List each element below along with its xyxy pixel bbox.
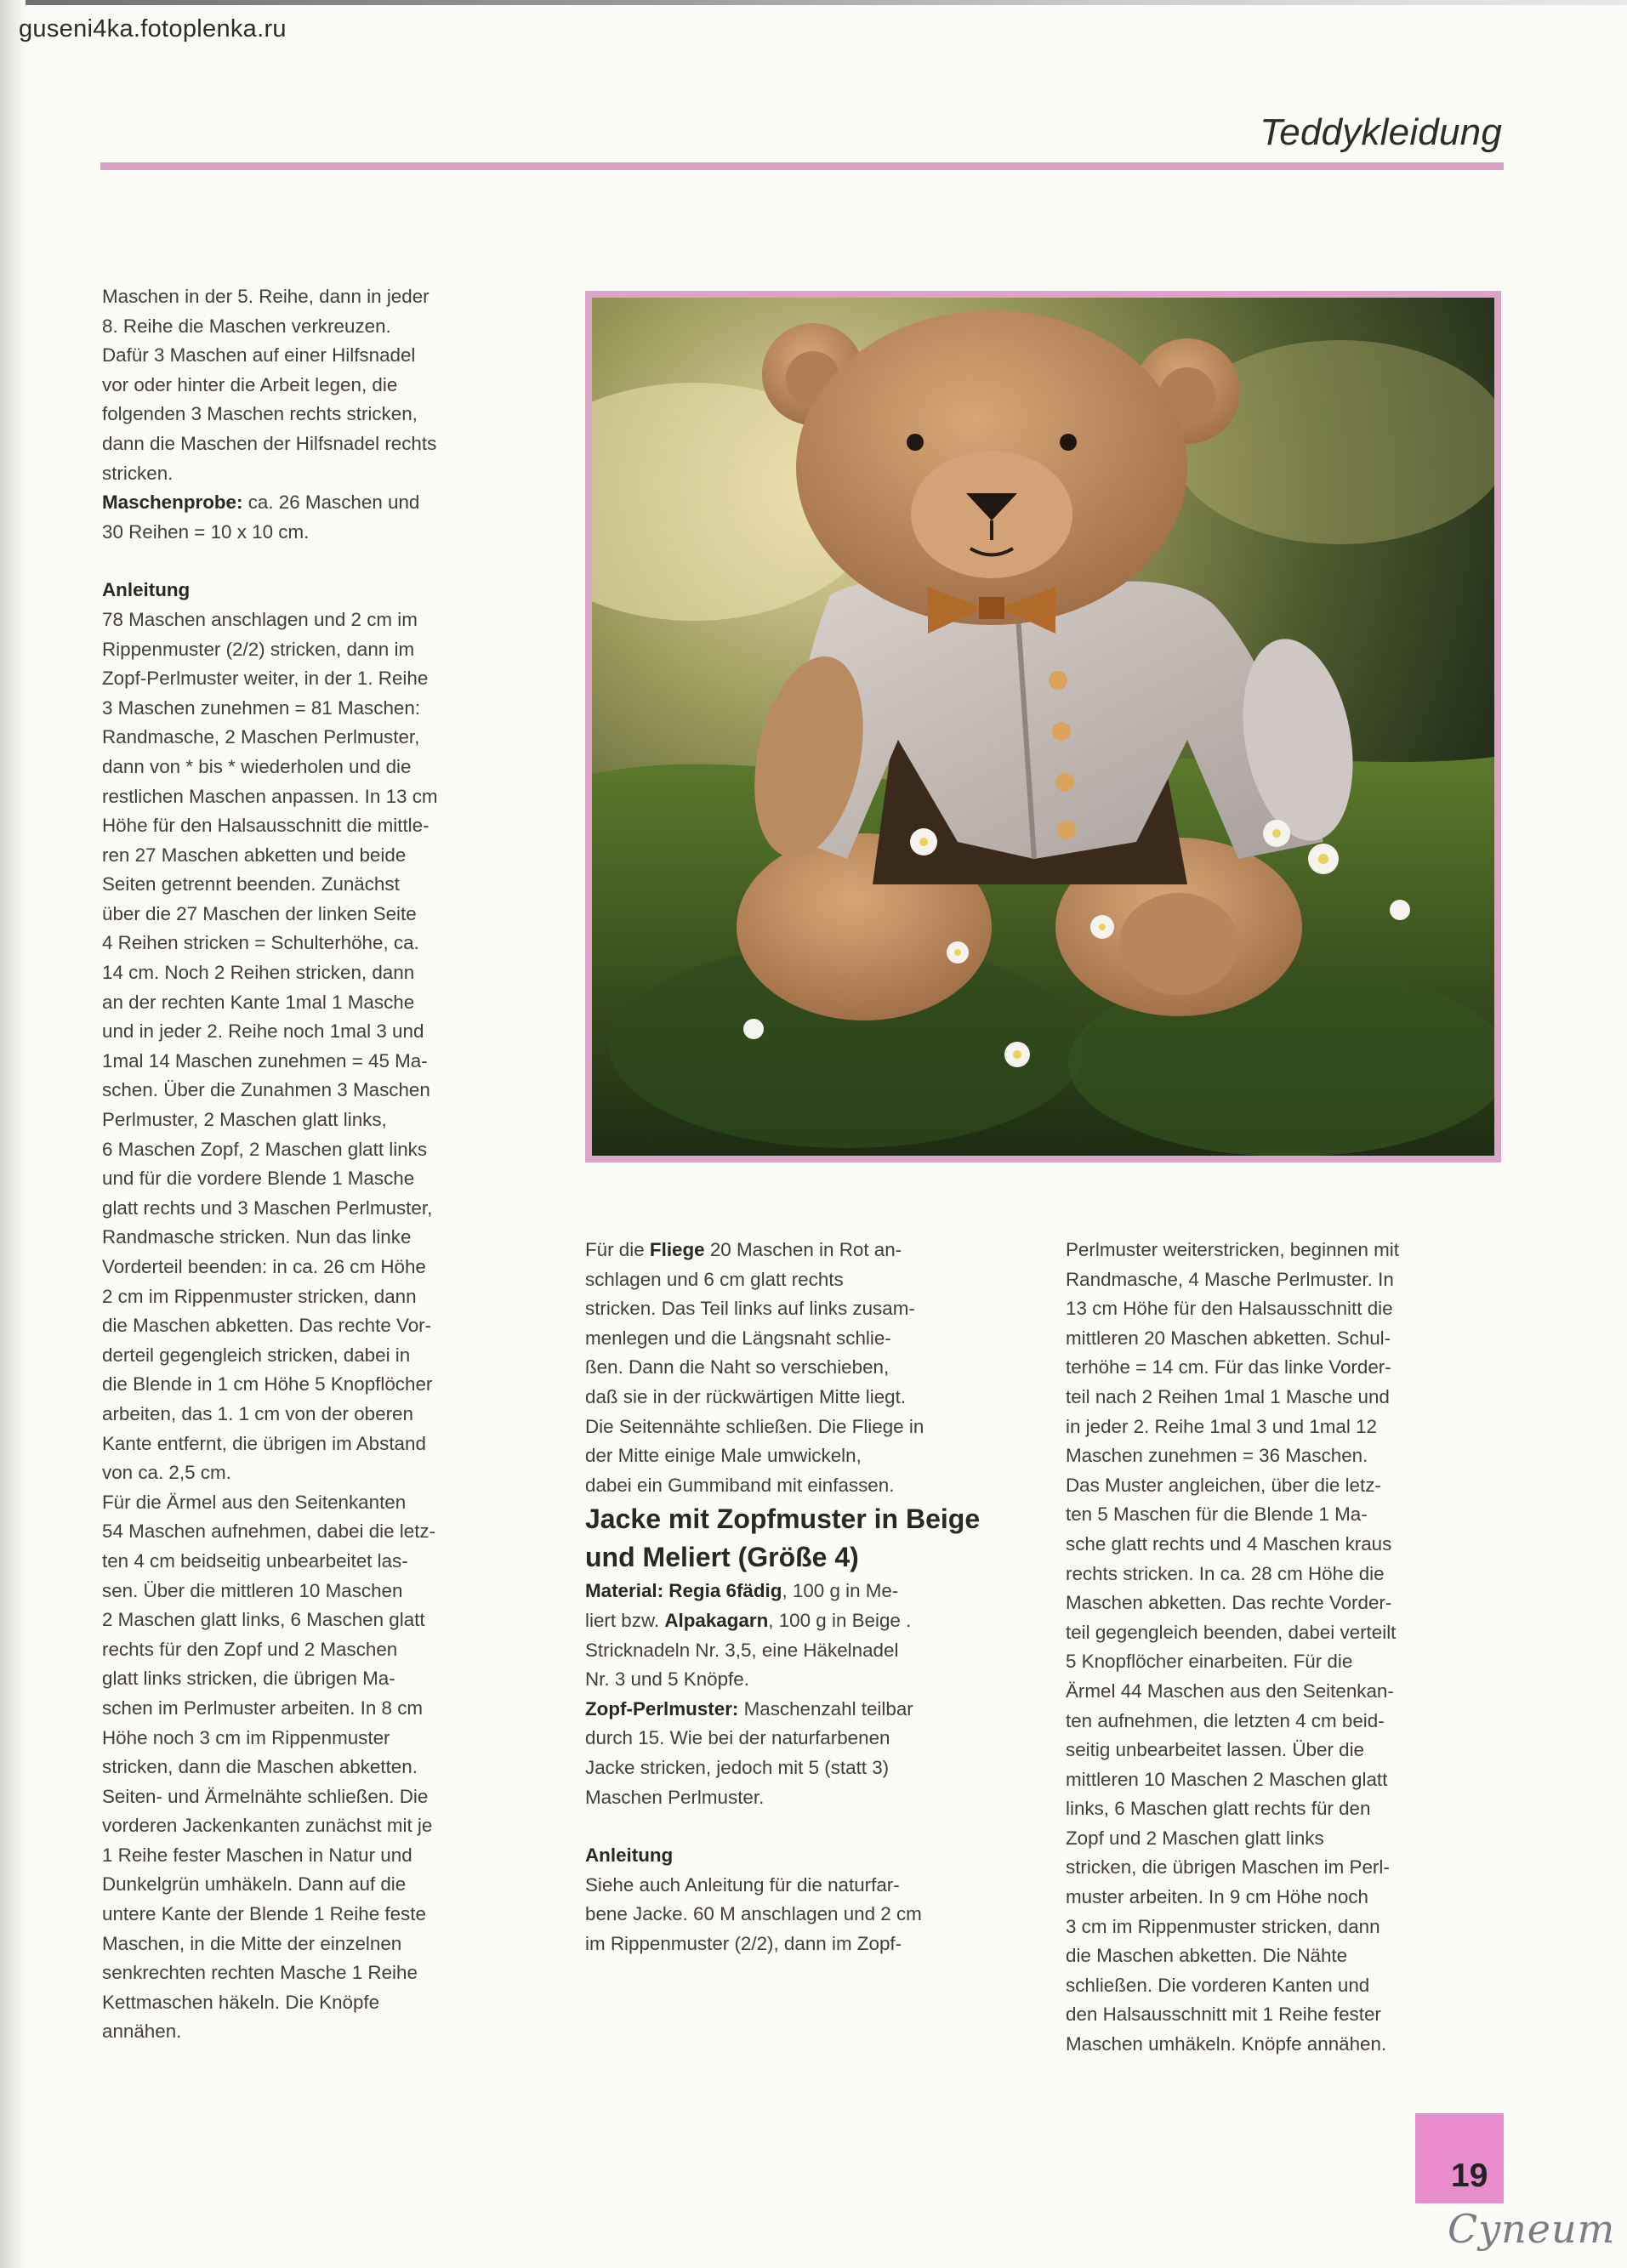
page-number-box xyxy=(1415,2113,1504,2203)
section-heading: Jacke mit Zopfmuster in Beige und Meliert (Größe 4) xyxy=(585,1503,981,1573)
text-column-left xyxy=(102,282,544,2047)
scanner-signature: Cyneum xyxy=(1448,2206,1616,2252)
maschenprobe-text: ca. 26 Maschen und 30 Reihen = 10 x 10 cm. xyxy=(102,492,420,543)
maschenprobe-label: Maschenprobe: xyxy=(102,492,243,514)
material-text-2: , 100 g in Beige . Stricknadeln Nr. 3,5, eine Häkelnadel Nr. 3 und 5 Knöpfe. xyxy=(585,1609,912,1691)
zopf-text: Maschenzahl teilbar durch 15. Wie bei der naturfarbenen Jacke stricken, jedoch mit 5 (statt 3) Maschen Perlmuster. xyxy=(585,1697,913,1808)
continuation-paragraph: Perlmuster weiterstricken, beginnen mit Randmasche, 4 Masche Perlmuster. In 13 cm Höhe für den Halsausschnitt die mittleren 20 Maschen abketten. Schul- terhöhe = 14 cm. Für das linke Vorder- teil nach 2 Reihen 1mal 1 Masche und in jeder 2. Reihe 1mal 3 und 1mal 12 Maschen zunehmen = 36 Maschen. Das Muster angleichen, über die letz- ten 5 Maschen für die Blende 1 Ma- sche glatt rechts und 4 Maschen kraus rechts stricken. In ca. 28 cm Höhe die Maschen abketten. Das rechte Vorder- teil gegengleich beenden, dabei verteilt 5 Knopflöcher einarbeiten. Für die Ärmel 44 Maschen aus den Seitenkan- ten aufnehmen, die letzten 4 cm beid- seitig unbearbeitet lassen. Über die mittleren 10 Maschen 2 Maschen glatt links, 6 Maschen glatt rechts für den Zopf und 2 Maschen glatt links stricken, die übrigen Maschen im Perl- muster arbeiten. In 9 cm Höhe noch 3 cm im Rippenmuster stricken, dann die Maschen abketten. Die Nähte schließen. Die vorderen Kanten und den Halsausschnitt mit 1 Reihe fester Maschen umhäkeln. Knöpfe annähen. xyxy=(1066,1239,1399,2055)
maschenprobe-paragraph xyxy=(102,488,544,547)
intro-paragraph: Maschen in der 5. Reihe, dann in jeder 8. Reihe die Maschen verkreuzen. Dafür 3 Maschen auf einer Hilfsnadel vor oder hinter die Arbeit legen, die folgenden 3 Maschen rechts stricken, dann die Maschen der Hilfsnadel rechts stricken. xyxy=(102,286,437,484)
anleitung-paragraph: 78 Maschen anschlagen und 2 cm im Rippenmuster (2/2) stricken, dann im Zopf-Perlmuster weiter, in der 1. Reihe 3 Maschen zunehmen = 81 Maschen: Randmasche, 2 Maschen Perlmuster, dann von * bis * wiederholen und die restlichen Maschen anpassen. In 13 cm Höhe für den Halsausschnitt die mittle- ren 27 Maschen abketten und beide Seiten getrennt beenden. Zunächst über die 27 Maschen der linken Seite 4 Reihen stricken = Schulterhöhe, ca. 14 cm. Noch 2 Reihen stricken, dann an der rechten Kante 1mal 1 Masche und in jeder 2. Reihe noch 1mal 3 und 1mal 14 Maschen zunehmen = 45 Ma- schen. Über die Zunahmen 3 Maschen Perlmuster, 2 Maschen glatt links, 6 Maschen Zopf, 2 Maschen glatt links und für die vordere Blende 1 Masche glatt rechts und 3 Maschen Perlmuster, Randmasche stricken. Nun das linke Vorderteil beenden: in ca. 26 cm Höhe 2 cm im Rippenmuster stricken, dann die Maschen abketten. Das rechte Vor- derteil gegengleich stricken, dabei in die Blende in 1 cm Höhe 5 Knopflöcher arbeiten, das 1. 1 cm von der oberen Kante entfernt, die übrigen im Abstand von ca. 2,5 cm. Für die Ärmel aus den Seitenkanten 54 Maschen aufnehmen, dabei die letz- ten 4 cm beidseitig unbearbeitet las- sen. Über die mittleren 10 Maschen 2 Maschen glatt links, 6 Maschen glatt rechts für den Zopf und 2 Maschen glatt links stricken, die übrigen Ma- schen im Perlmuster arbeiten. In 8 cm Höhe noch 3 cm im Rippenmuster stricken, dann die Maschen abketten. Seiten- und Ärmelnähte schließen. Die vorderen Jackenkanten zunächst mit je 1 Reihe fester Maschen in Natur und Dunkelgrün umhäkeln. Dann auf die untere Kante der Blende 1 Reihe feste Maschen, in die Mitte der einzelnen senkrechten rechten Masche 1 Reihe Kettmaschen häkeln. Die Knöpfe annähen. xyxy=(102,608,438,2043)
teddy-bear-illustration xyxy=(592,298,1494,1156)
page-gutter-shadow xyxy=(0,0,26,2268)
material-alpaka: Alpakagarn xyxy=(664,1609,769,1631)
zopf-label: Zopf-Perlmuster: xyxy=(585,1697,739,1719)
running-title: Teddykleidung xyxy=(1260,111,1502,153)
fliege-paragraph xyxy=(585,1236,1027,1500)
material-label: Material: xyxy=(585,1580,664,1602)
fliege-text: 20 Maschen in Rot an- schlagen und 6 cm glatt rechts stricken. Das Teil links auf links zusam- menlegen und die Längsnaht schlie- ßen. Dann die Naht so verschieben, daß sie in der rückwärtigen Mitte liegt. Die Seitennähte schließen. Die Fliege in der Mitte einige Male umwickeln, dabei ein Gummiband mit einfassen. xyxy=(585,1239,924,1496)
watermark-url: guseni4ka.fotoplenka.ru xyxy=(19,15,287,43)
text-column-right xyxy=(1066,1236,1512,2060)
text-column-middle xyxy=(585,1236,1027,1958)
material-text-1: , 100 g in Me- liert bzw. xyxy=(585,1580,899,1631)
anleitung-heading-2 xyxy=(585,1841,1027,1871)
header-rule xyxy=(100,162,1504,170)
anleitung-heading xyxy=(102,576,544,605)
zopf-paragraph xyxy=(585,1695,1027,1812)
top-edge-bar xyxy=(0,0,1627,5)
anleitung-label: Anleitung xyxy=(102,579,191,601)
page-number: 19 xyxy=(1451,2157,1488,2194)
fliege-pre: Für die xyxy=(585,1239,650,1260)
material-paragraph xyxy=(585,1577,1027,1694)
fliege-label: Fliege xyxy=(649,1239,705,1260)
anleitung-paragraph-2: Siehe auch Anleitung für die naturfar- bene Jacke. 60 M anschlagen und 2 cm im Rippenmuster (2/2), dann im Zopf- xyxy=(585,1873,922,1954)
anleitung-label-2: Anleitung xyxy=(585,1845,674,1867)
teddy-bear-photo xyxy=(585,291,1501,1162)
material-regia: Regia 6fädig xyxy=(663,1580,782,1602)
